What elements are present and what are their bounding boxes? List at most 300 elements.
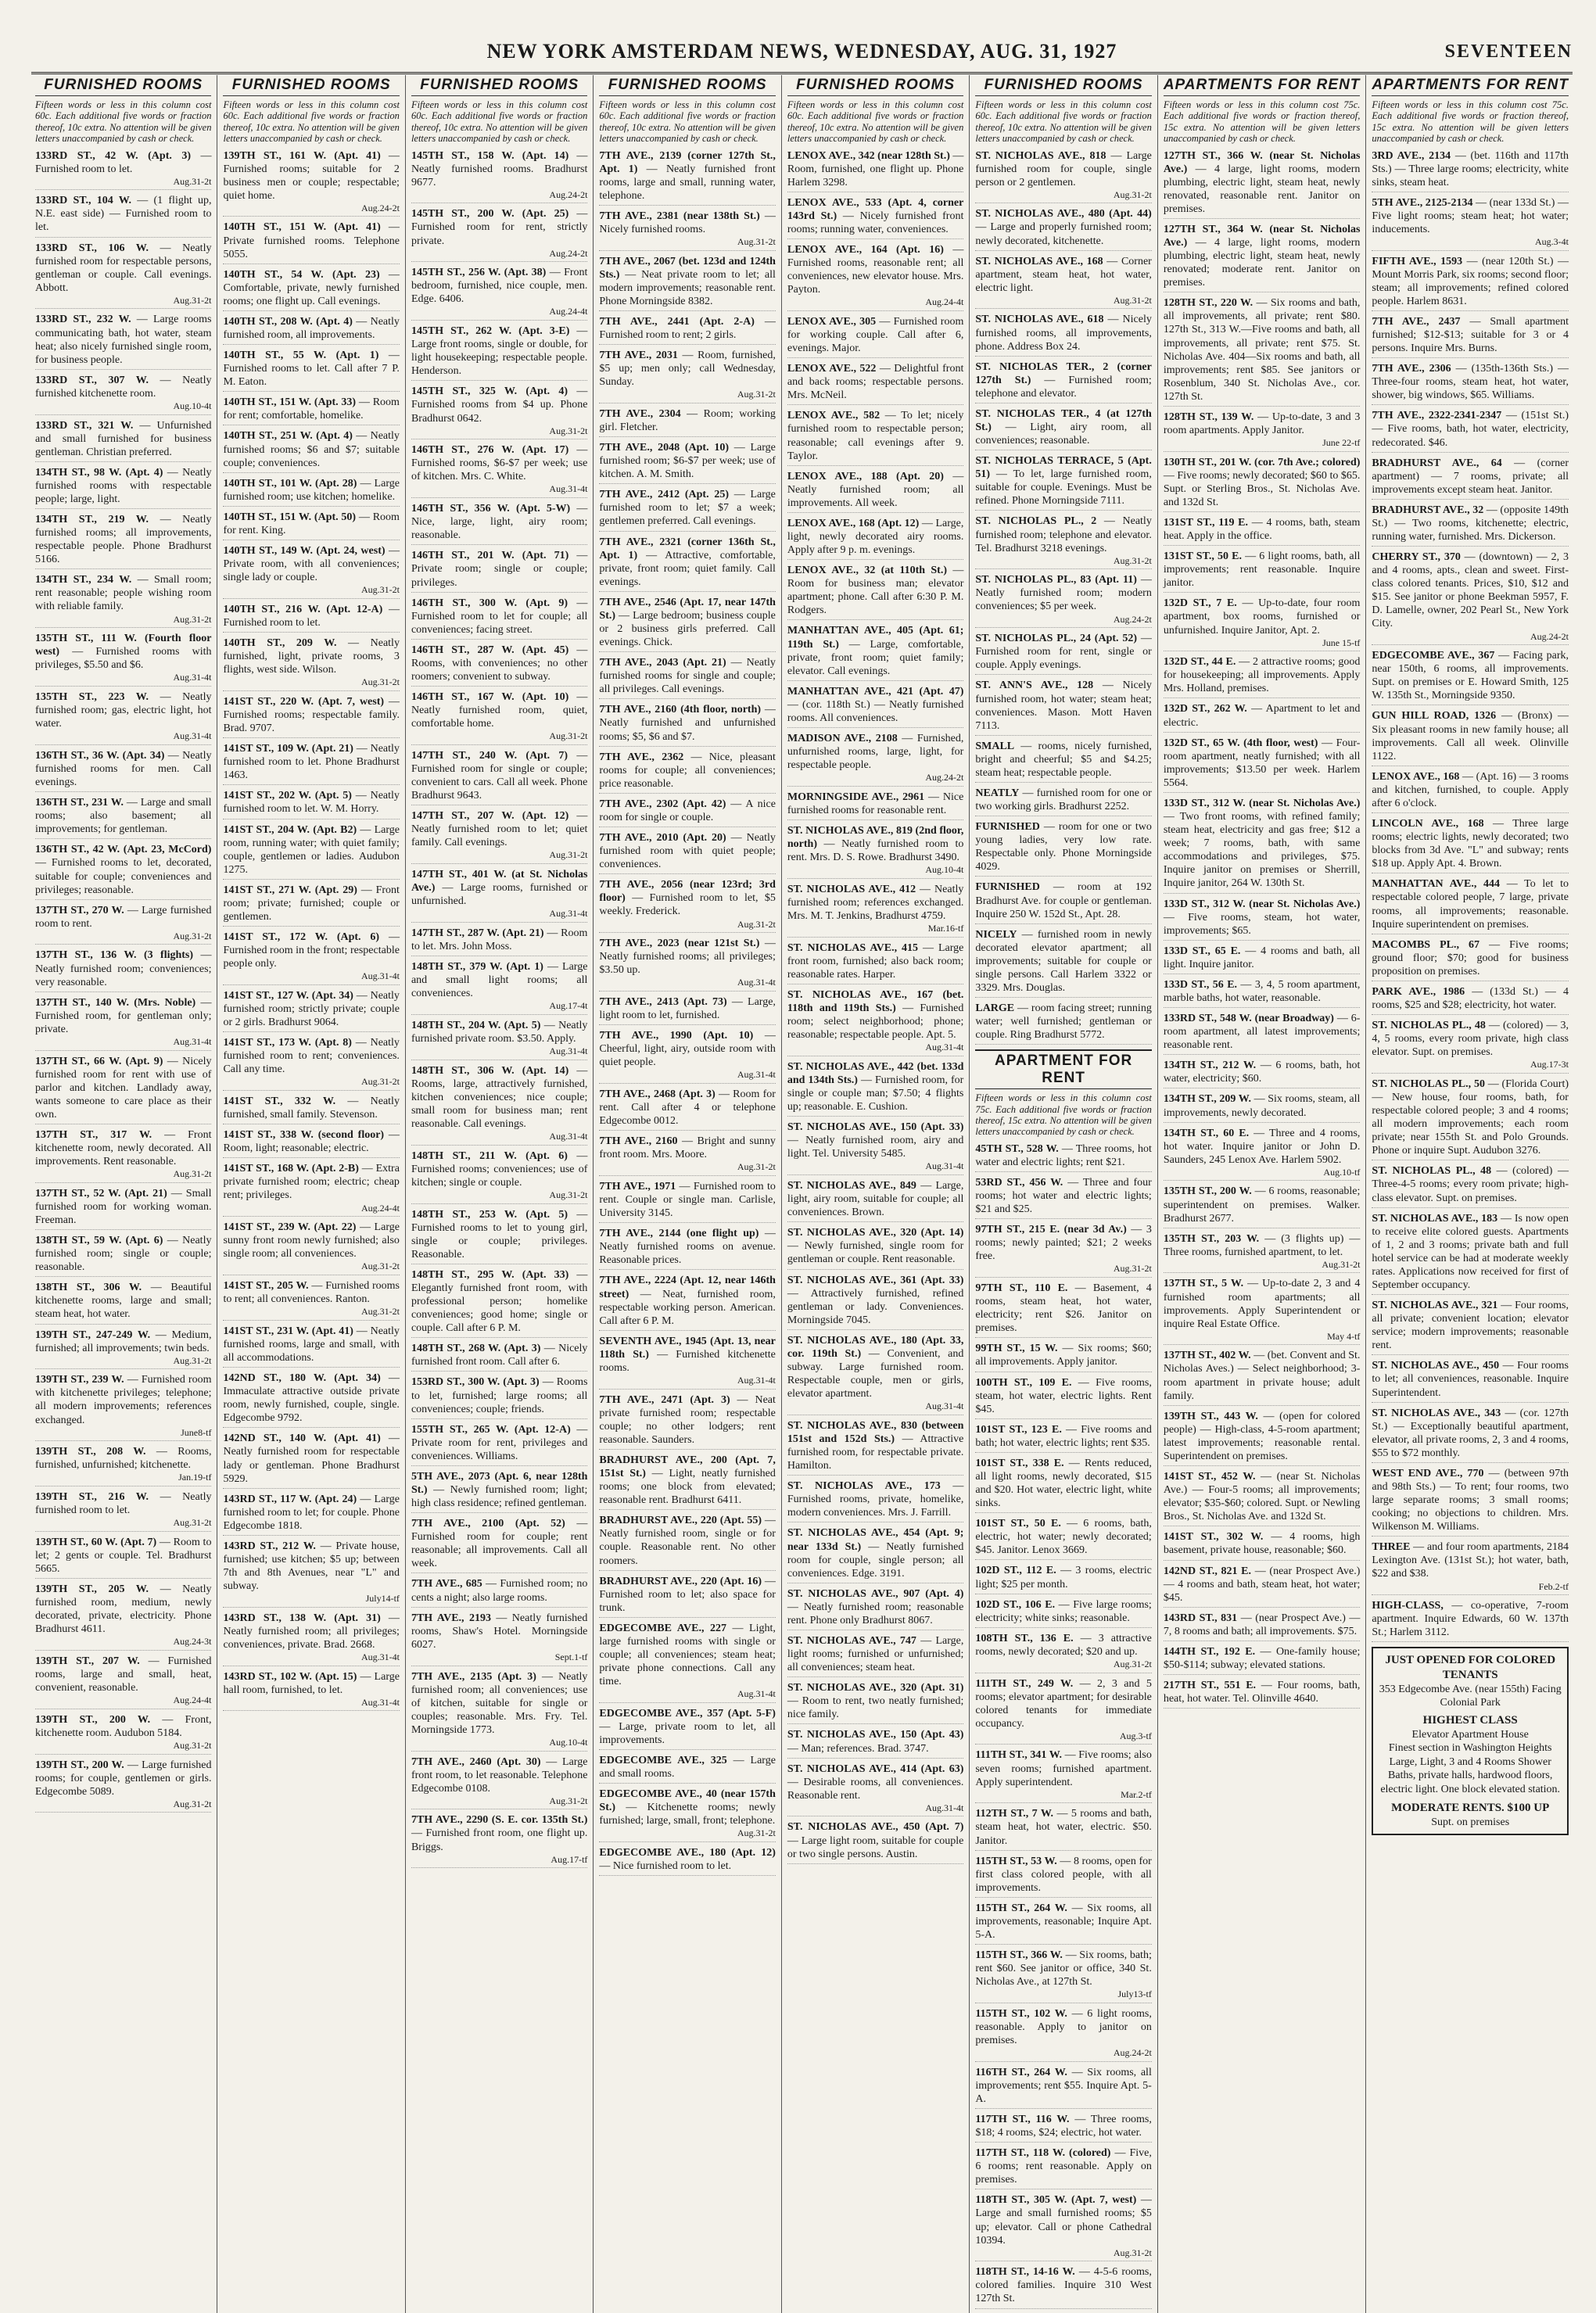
ad-text: Furnished room for working couple. Call after 6, evenings. Major. <box>787 315 964 355</box>
ad-address: BRADHURST AVE., 64 <box>1372 457 1502 469</box>
ad-text: Furnished rooms, $6-$7 per week; use of kitchen. Mrs. C. White. <box>411 457 588 483</box>
column-7 <box>1158 75 1367 2313</box>
classified-ad: 7TH AVE., 2031 — Room, furnished, $5 up; men only; call Wednesday, Sunday. Aug.31-2t <box>599 349 775 403</box>
ad-address: 101ST ST., 338 E. <box>975 1457 1064 1469</box>
classified-ad: 133RD ST., 42 W. (Apt. 3) — Furnished room to let. Aug.31-2t <box>35 149 211 191</box>
classified-ad: 7TH AVE., 1990 (Apt. 10) — Cheerful, light, airy, outside room with quiet people. Aug.31-4t <box>599 1029 775 1084</box>
classified-ad: LINCOLN AVE., 168 — Three large rooms; electric lights, newly decorated; two blocks from 3d Ave. "L" and subway; rents $18 up. Apply Apt. 4. Brown. <box>1372 817 1569 873</box>
ad-address: 141ST ST., 204 W. (Apt. B2) <box>223 823 357 836</box>
ad-text: 6 rooms, reasonable; superintendent on premises. Walker. Bradhurst 2677. <box>1163 1185 1361 1225</box>
ad-text: Nicely furnished rooms. <box>599 223 706 235</box>
ad-text: (opposite 149th St.) — Two rooms, kitchenette; electric, running water, furnished. Mrs. Dickerson. <box>1372 504 1569 543</box>
classified-ad: 134TH ST., 98 W. (Apt. 4) — Neatly furnished rooms with respectable people; large, light. <box>35 466 211 509</box>
ad-address: ST. NICHOLAS AVE., 454 (Apt. 9; near 133d St.) <box>787 1527 964 1553</box>
classified-ad: ST. NICHOLAS AVE., 450 (Apt. 7) — Large light room, suitable for couple or two single persons. Austin. <box>787 1820 963 1863</box>
ad-address: 116TH ST., 264 W. <box>975 2066 1067 2078</box>
ad-run-date: Aug.24-3t <box>173 1636 212 1648</box>
ad-address: 145TH ST., 200 W. (Apt. 25) <box>411 208 569 221</box>
classified-ad: 7TH AVE., 2302 (Apt. 42) — A nice room for single or couple. <box>599 798 775 827</box>
ad-address: SEVENTH AVE., 1945 (Apt. 13, near 118th St.) <box>599 1335 776 1361</box>
ad-address: 7TH AVE., 2010 (Apt. 20) <box>599 832 726 845</box>
ad-address: 7TH AVE., 2031 <box>599 350 678 362</box>
ad-run-date: Sept.1-tf <box>554 1651 588 1662</box>
ad-address: 141ST ST., 452 W. <box>1163 1471 1256 1483</box>
classified-ad: ST. NICHOLAS AVE., 747 — Large, light rooms; furnished or unfurnished; all conveniences; steam heat. <box>787 1634 963 1677</box>
ad-text: Attractive, comfortable, private, front room; quiet family. Call evenings. <box>599 549 776 588</box>
classified-ad: 141ST ST., 220 W. (Apt. 7, west) — Furnished rooms; respectable family. Brad. 9707. <box>223 695 399 738</box>
ad-text: Furnished rooms; suitable for 2 business men or couple; respectable; quiet home. <box>223 163 400 202</box>
classified-ad: 140TH ST., 151 W. (Apt. 41) — Private furnished rooms. Telephone 5055. <box>223 221 399 264</box>
ad-text: Neatly furnished rooms for men. Call evenings. <box>35 749 212 789</box>
ad-address: LENOX AVE., 582 <box>787 410 880 422</box>
ad-address: ST. NICHOLAS AVE., 320 (Apt. 14) <box>787 1227 964 1239</box>
ad-text: Neatly furnished room for respectable lady or gentleman. Phone Bradhurst 5929. <box>223 1446 400 1485</box>
classified-ad: MADISON AVE., 2108 — Furnished, unfurnished rooms, large, light, for respectable people. Aug.24-2t <box>787 732 963 787</box>
ad-address: ST. NICHOLAS PL., 2 <box>975 515 1097 528</box>
ad-address: 133D ST., 312 W. (near St. Nicholas Ave.) <box>1163 797 1361 809</box>
ad-address: EDGECOMBE AVE., 367 <box>1372 650 1495 662</box>
ad-address: 7TH AVE., 2193 <box>411 1612 491 1624</box>
ad-text: Private room for rent, privileges and conveniences. Williams. <box>411 1436 588 1462</box>
ad-run-date: Aug.31-2t <box>1113 2247 1152 2258</box>
ad-run-date: Aug.31-2t <box>737 235 776 247</box>
classified-ad: 7TH AVE., 2471 (Apt. 3) — Neat private furnished room; respectable couple; no other lodgers; rent reasonable. Saunders. <box>599 1393 775 1450</box>
ad-address: 140TH ST., 101 W. (Apt. 28) <box>223 477 357 489</box>
ad-run-date: Aug.31-2t <box>360 676 400 688</box>
classified-ad: 135TH ST., 200 W. — 6 rooms, reasonable; superintendent on premises. Walker. Bradhurst 2677. <box>1164 1185 1361 1228</box>
ad-address: 136TH ST., 42 W. (Apt. 23, McCord) <box>35 844 212 856</box>
ad-text: Furnished room for rent, strictly private. <box>411 221 588 247</box>
rate-notice: Fifteen words or less in this column cost 75c. Each additional five words or fraction thereof, 15c extra. No attention will be given letters unaccompanied by cash or check. <box>1163 99 1361 145</box>
classified-ad: 127TH ST., 364 W. (near St. Nicholas Ave.) — 4 large, light rooms, modern plumbing, electric light, steam heat, newly renovated; moderate rent. Janitor on premises. <box>1164 223 1361 292</box>
ad-address: FURNISHED <box>975 821 1040 834</box>
classified-ad: 146TH ST., 356 W. (Apt. 5-W) — Nice, large, light, airy room; reasonable. <box>411 502 587 545</box>
classified-ad: 143RD ST., 212 W. — Private house, furnished; use kitchen; $5 up; between 7th and 8th Avenues, near "L" and subway. July14-tf <box>223 1540 399 1608</box>
ad-text: (bet. Convent and St. Nicholas Aves.) — Select neighborhood; 3-room apartment in private house; adult family. <box>1163 1350 1361 1402</box>
ad-address: 137TH ST., 402 W. <box>1163 1350 1251 1362</box>
ad-address: EDGECOMBE AVE., 357 (Apt. 5-F) <box>599 1707 776 1720</box>
ad-text: Large front room, to let reasonable. Telephone Edgecombe 0108. <box>411 1755 588 1795</box>
classified-ad: ST. NICHOLAS AVE., 321 — Four rooms, all private; convenient location; elevator service; modern improvements; reasonable rent. <box>1372 1299 1569 1355</box>
classified-ad: 7TH AVE., 2023 (near 121st St.) — Neatly furnished rooms; all privileges; $3.50 up. Aug.31-4t <box>599 937 775 992</box>
classified-ad: 5TH AVE., 2073 (Apt. 6, near 128th St.) — Newly furnished room; light; high class residence; refined gentleman. <box>411 1470 587 1513</box>
ad-address: 145TH ST., 256 W. (Apt. 38) <box>411 267 547 279</box>
classified-ad: ST. NICHOLAS PL., 2 — Neatly furnished room; telephone and elevator. Tel. Bradhurst 3218 evenings. Aug.31-2t <box>975 515 1151 569</box>
rate-notice: Fifteen words or less in this column cost 60c. Each additional five words or fraction thereof, 10c extra. No attention will be given letters unaccompanied by cash or check. <box>411 99 588 145</box>
ad-run-date: Aug.17-tf <box>551 1853 588 1865</box>
ad-address: ST. NICHOLAS TER., 4 (at 127th St.) <box>975 407 1152 433</box>
ad-text: Furnished room to let, $5 weekly. Frederick. <box>599 892 776 918</box>
classified-ad: 45TH ST., 528 W. — Three rooms, hot water and electric lights; rent $21. <box>975 1142 1151 1172</box>
ad-text: Large, light room to let, furnished. <box>599 995 776 1022</box>
classified-ad: 136TH ST., 42 W. (Apt. 23, McCord) — Furnished rooms to let, decorated, suitable for couple; conveniences and privileges; reasonable. <box>35 843 211 899</box>
ad-address: 135TH ST., 111 W. (Fourth floor west) <box>35 633 212 658</box>
ad-text: Large room, running water; with quiet family; couple, gentlemen or ladies. Audubon 1275. <box>223 823 400 876</box>
classified-ad: EDGECOMBE AVE., 227 — Light, large furnished rooms with single or couple; all conveniences; steam heat; private phone connections. Call any time. Aug.31-4t <box>599 1622 775 1703</box>
ad-text: (Florida Court) — New house, four rooms, bath, for respectable colored people; 3 and 4 rooms; all modern improvements; each room private; near 155th St. and Polo Grounds. Phone or inquire Supt. Audubon 3276. <box>1372 1078 1569 1157</box>
ad-address: 147TH ST., 207 W. (Apt. 12) <box>411 810 569 823</box>
classified-ad: 7TH AVE., 2304 — Room; working girl. Fletcher. <box>599 407 775 437</box>
ad-run-date: Aug.31-4t <box>360 970 400 982</box>
classified-ad: 7TH AVE., 2160 (4th floor, north) — Neatly furnished and unfurnished rooms; $5, $6 and $7. <box>599 703 775 746</box>
classified-ad: 141ST ST., 338 W. (second floor) — Room, light; reasonable; electric. <box>223 1128 399 1158</box>
ad-text: Five rooms; newly decorated; $60 to $65. Supt. or Sterling Bros., St. Nicholas Ave. and 132d St. <box>1163 469 1361 508</box>
classified-ad: 115TH ST., 53 W. — 8 rooms, open for first class colored people, with all improvements. <box>975 1855 1151 1898</box>
classified-ad: 7TH AVE., 2381 (near 138th St.) — Nicely furnished rooms. Aug.31-2t <box>599 210 775 251</box>
ad-address: ST. NICHOLAS AVE., 412 <box>787 883 916 895</box>
ad-address: LARGE <box>975 1002 1015 1015</box>
ad-address: 140TH ST., 208 W. (Apt. 4) <box>223 315 353 328</box>
classified-ad: 141ST ST., 302 W. — 4 rooms, high basement, private house, reasonable; $60. <box>1164 1530 1361 1560</box>
classified-ad: 116TH ST., 264 W. — Six rooms, all improvements; rent $55. Inquire Apt. 5-A. <box>975 2066 1151 2109</box>
ad-text: 6 light rooms, reasonable. Apply to janitor on premises. <box>975 2007 1152 2047</box>
ad-text: Furnished room with kitchenette privileges; telephone; all modern improvements; references exchanged. <box>35 1374 212 1426</box>
ad-text: 4-5-6 rooms, colored families. Inquire 310 West 127th St. <box>975 2266 1152 2305</box>
classified-ad: 139TH ST., 239 W. — Furnished room with kitchenette privileges; telephone; all modern improvements; references exchanged. June8-tf <box>35 1373 211 1441</box>
classified-ad: 140TH ST., 54 W. (Apt. 23) — Comfortable, private, newly furnished rooms; one flight up. Call evenings. <box>223 268 399 311</box>
classified-ad: ST. NICHOLAS PL., 24 (Apt. 52) — Furnished room for rent, single or couple. Apply evenings. <box>975 632 1151 675</box>
ad-text: Neatly furnished room; all conveniences; use of kitchen, suitable for single or couples; reasonable. Mrs. Fry. Tel. Morningside 1773. <box>411 1670 588 1736</box>
ad-address: 137TH ST., 5 W. <box>1163 1278 1244 1290</box>
classified-ad: 137TH ST., 270 W. — Large furnished room to rent. Aug.31-2t <box>35 904 211 945</box>
classified-ad: 133RD ST., 232 W. — Large rooms communicating bath, hot water, steam heat; also nicely furnished single room, for business people. <box>35 313 211 369</box>
ad-run-date: Aug.31-2t <box>549 1795 588 1806</box>
classified-ad: 7TH AVE., 2160 — Bright and sunny front room. Mrs. Moore. Aug.31-2t <box>599 1135 775 1176</box>
ad-address: 147TH ST., 240 W. (Apt. 7) <box>411 749 568 762</box>
ad-run-date: May 4-tf <box>1327 1330 1361 1342</box>
classified-ad: 138TH ST., 59 W. (Apt. 6) — Neatly furnished room; single or couple; reasonable. <box>35 1234 211 1277</box>
classified-ad: EDGECOMBE AVE., 367 — Facing park, near 150th, 6 rooms, all improvements. Supt. on premises or E. Howard Smith, 125 W. 135th St., Morningside 9350. <box>1372 649 1569 705</box>
ad-text: Newly furnished, single room for gentleman or couple. Rent reasonable. <box>787 1240 964 1266</box>
ad-text: 6 rooms, bath, hot water, electricity; $60. <box>1163 1060 1361 1085</box>
ad-address: 133RD ST., 104 W. <box>35 195 131 207</box>
ad-address: 108TH ST., 136 E. <box>975 1632 1074 1644</box>
classified-ad: 132D ST., 7 E. — Up-to-date, four room apartment, box rooms, furnished or unfurnished. Inquire Janitor, Apt. 2. June 15-tf <box>1164 597 1361 651</box>
classified-ad: 139TH ST., 161 W. (Apt. 41) — Furnished rooms; suitable for 2 business men or couple; respectable; quiet home. Aug.24-2t <box>223 149 399 217</box>
ad-text: Neatly furnished rooms; all privileges; $3.50 up. <box>599 951 776 977</box>
ad-address: 141ST ST., 168 W. (Apt. 2-B) <box>223 1163 359 1175</box>
ad-text: 6-room apartment, all latest improvements; reasonable rent. <box>1163 1013 1361 1052</box>
notice-line5: Finest section in Washington Heights <box>1388 1742 1552 1755</box>
classified-ad: 111TH ST., 249 W. — 2, 3 and 5 rooms; elevator apartment; for desirable colored tenants for immediate occupancy. Aug.3-tf <box>975 1677 1151 1745</box>
ad-address: 134TH ST., 212 W. <box>1163 1060 1257 1072</box>
classified-ad: 139TH ST., 443 W. — (open for colored people) — High-class, 4-5-room apartment; latest improvements; reasonable rental. Superintendent on premises. <box>1164 1410 1361 1466</box>
ad-address: NICELY <box>975 928 1017 941</box>
notice-line6: Large, Light, 3 and 4 Rooms Shower Baths, private halls, hardwood floors, electric light. One block elevated station. <box>1380 1755 1561 1795</box>
ad-address: 128TH ST., 139 W. <box>1163 411 1254 423</box>
ad-text: To let to respectable colored people, 7 large, private rooms, all improvements; reasonable. Inquire superintendent on premises. <box>1372 878 1569 931</box>
classified-ad: 118TH ST., 305 W. (Apt. 7, west) — Large and small furnished rooms; $5 up; elevator. Call or phone Cathedral 10394. Aug.31-2t <box>975 2193 1151 2261</box>
ad-run-date: Aug.31-2t <box>1113 1263 1152 1275</box>
ad-address: 146TH ST., 167 W. (Apt. 10) <box>411 691 569 704</box>
ad-text: 6 rooms, bath, electric, hot water; newly decorated; $45. Janitor. Lenox 3669. <box>975 1518 1152 1557</box>
ad-run-date: Aug.31-2t <box>360 1306 400 1318</box>
ad-address: 7TH AVE., 1990 (Apt. 10) <box>599 1030 754 1042</box>
classified-ad: 153RD ST., 300 W. (Apt. 3) — Rooms to let, furnished; large rooms; all conveniences; couple; friends. <box>411 1375 587 1418</box>
classified-ad: 7TH AVE., 2048 (Apt. 10) — Large furnished room; $6-$7 per week; use of kitchen. A. M. Smith. <box>599 441 775 484</box>
ad-text: Rents reduced, all light rooms, newly decorated, $15 and $20. Hot water, electric light, white sinks. <box>975 1457 1152 1510</box>
ad-text: Rooms, furnished, unfurnished; kitchenette. <box>35 1446 212 1472</box>
ad-text: (near Prospect Ave.) — 7, 8 rooms and bath; all improvements. $75. <box>1163 1612 1361 1637</box>
ad-text: Rooms, with conveniences; no other roomers; convenient to subway. <box>411 657 588 683</box>
ad-address: 146TH ST., 356 W. (Apt. 5-W) <box>411 503 571 515</box>
classified-ad: 142ND ST., 180 W. (Apt. 34) — Immaculate attractive outside private room, newly furnished, couple, single. Edgecombe 9792. <box>223 1372 399 1428</box>
rate-notice: Fifteen words or less in this column cost 60c. Each additional five words or fraction thereof, 10c extra. No attention will be given letters unaccompanied by cash or check. <box>223 99 400 145</box>
ad-address: 115TH ST., 264 W. <box>975 1902 1067 1914</box>
ad-text: Man; references. Brad. 3747. <box>801 1742 929 1755</box>
ad-text: Private room, with all conveniences; single lady or couple. <box>223 558 400 584</box>
ad-address: 132D ST., 7 E. <box>1163 597 1237 610</box>
classified-ad: 142ND ST., 140 W. (Apt. 41) — Neatly furnished room for respectable lady or gentleman. Phone Bradhurst 5929. <box>223 1432 399 1488</box>
ad-address: 7TH AVE., 2043 (Apt. 21) <box>599 657 726 669</box>
ad-run-date: June 15-tf <box>1322 637 1361 648</box>
classified-ad: ST. NICHOLAS TERRACE, 5 (Apt. 51) — To let, large furnished room, suitable for couple. Evenings. Must be refined. Phone Morningside 7111. <box>975 454 1151 511</box>
ad-address: 111TH ST., 341 W. <box>975 1749 1062 1762</box>
classified-ad: 142ND ST., 821 E. — (near Prospect Ave.) — 4 rooms and bath, steam heat, hot water; $45. <box>1164 1565 1361 1608</box>
ad-run-date: Aug.24-2t <box>1113 2047 1152 2059</box>
ad-address: 141ST ST., 338 W. (second floor) <box>223 1129 385 1142</box>
column-heading: APARTMENTS FOR RENT <box>1372 77 1569 96</box>
ad-address: 7TH AVE., 2302 (Apt. 42) <box>599 798 726 810</box>
ad-text: Furnished room to let. <box>35 163 133 175</box>
ad-run-date: Aug.31-2t <box>549 849 588 861</box>
ad-text: Front room; private; furnished; couple or gentlemen. <box>223 884 400 923</box>
ad-run-date: Aug.31-4t <box>737 1688 776 1700</box>
classified-ad: 140TH ST., 208 W. (Apt. 4) — Neatly furnished room, all improvements. <box>223 315 399 345</box>
ad-text: Furnished rooms to let to young girl, single or couple; privileges. Reasonable. <box>411 1221 588 1260</box>
classified-ad: 145TH ST., 158 W. (Apt. 14) — Neatly furnished rooms. Bradhurst 9677. Aug.24-2t <box>411 149 587 204</box>
ad-address: 127TH ST., 364 W. (near St. Nicholas Ave.) <box>1163 223 1361 249</box>
ad-address: 141ST ST., 231 W. (Apt. 41) <box>223 1325 353 1337</box>
classified-ad: 138TH ST., 306 W. — Beautiful kitchenette rooms, large and small; steam heat, hot water. <box>35 1281 211 1324</box>
classified-ad: ST. NICHOLAS PL., 48 — (colored) — Three-4-5 rooms; every room private; high-class elevator. Supt. on premises. <box>1372 1164 1569 1207</box>
column-heading: FURNISHED ROOMS <box>411 77 587 96</box>
ad-address: 141ST ST., 172 W. (Apt. 6) <box>223 931 380 944</box>
ad-address: 148TH ST., 253 W. (Apt. 5) <box>411 1208 568 1221</box>
notice-line2: 353 Edgecombe Ave. (near 155th) Facing Colonial Park <box>1379 1683 1562 1709</box>
ad-address: 139TH ST., 205 W. <box>35 1583 149 1596</box>
ad-address: 7TH AVE., 2413 (Apt. 73) <box>599 995 727 1008</box>
ad-run-date: Aug.24-4t <box>549 306 588 317</box>
ad-address: ST. NICHOLAS AVE., 320 (Apt. 31) <box>787 1682 964 1694</box>
ad-address: ST. NICHOLAS AVE., 150 (Apt. 43) <box>787 1729 964 1741</box>
ad-text: Neatly furnished kitchenette room. <box>35 374 212 400</box>
classified-ad: 148TH ST., 204 W. (Apt. 5) — Neatly furnished private room. $3.50. Apply. Aug.31-4t <box>411 1019 587 1060</box>
ad-text: Beautiful kitchenette rooms, large and small; steam heat, hot water. <box>35 1282 212 1321</box>
ad-address: 7TH AVE., 2468 (Apt. 3) <box>599 1088 716 1100</box>
ad-run-date: Aug.3-tf <box>1119 1730 1152 1741</box>
ad-address: LENOX AVE., 342 (near 128th St.) <box>787 149 950 162</box>
classified-ad: 7TH AVE., 2362 — Nice, pleasant rooms for couple; all conveniences; price reasonable. <box>599 751 775 794</box>
rate-notice: Fifteen words or less in this column cost 75c. Each additional five words or fraction thereof, 15c extra. No attention will be given letters unaccompanied by cash or check. <box>975 1092 1152 1138</box>
ad-address: ST. NICHOLAS AVE., 818 <box>975 149 1106 162</box>
ad-text: Unfurnished and small furnished for business gentleman. Christian preferred. <box>35 419 212 458</box>
ad-address: 137TH ST., 52 W. (Apt. 21) <box>35 1187 167 1200</box>
classified-ad: 140TH ST., 209 W. — Neatly furnished, light, private rooms, 3 flights, west side. Wilson. Aug.31-2t <box>223 637 399 691</box>
ad-address: 7TH AVE., 2306 <box>1372 363 1451 375</box>
classified-ad: 140TH ST., 151 W. (Apt. 50) — Room for rent. King. <box>223 511 399 540</box>
ad-text: Neatly furnished private room. $3.50. Apply. <box>411 1019 588 1045</box>
ad-text: Neatly furnished, light, private rooms, 3 flights, west side. Wilson. <box>223 637 400 676</box>
classified-ad: FURNISHED — room at 192 Bradhurst Ave. for couple or gentleman. Inquire 250 W. 152d St., Apt. 28. <box>975 880 1151 923</box>
section-heading: APARTMENT FOR RENT <box>975 1049 1151 1089</box>
ad-text: Front, kitchenette room. Audubon 5184. <box>35 1713 212 1739</box>
ad-text: Small room; rent reasonable; people wishing room with reliable family. <box>35 574 212 613</box>
ad-address: BRADHURST AVE., 220 (Apt. 16) <box>599 1575 762 1587</box>
ad-text: Large and properly furnished room; newly decorated, kitchenette. <box>975 221 1152 247</box>
ad-run-date: Aug.31-2t <box>1113 294 1152 306</box>
column-4 <box>594 75 781 2313</box>
ad-address: 140TH ST., 151 W. (Apt. 41) <box>223 221 381 234</box>
classified-ad: 108TH ST., 136 E. — 3 attractive rooms, newly decorated; $20 and up. Aug.31-2t <box>975 1632 1151 1673</box>
classified-ad: 144TH ST., 192 E. — One-family house; $50-$114; subway; elevated stations. <box>1164 1645 1361 1675</box>
ad-address: BRADHURST AVE., 32 <box>1372 504 1484 516</box>
ad-address: 139TH ST., 60 W. (Apt. 7) <box>35 1536 157 1548</box>
ad-address: SMALL <box>975 740 1015 752</box>
classified-ad: 101ST ST., 123 E. — Five rooms and bath; hot water, electric lights; rent $35. <box>975 1423 1151 1453</box>
ad-text: (colored) — 3, 4, 5 rooms, every room private, high class elevator. Supt. on premises. <box>1372 1020 1569 1059</box>
ad-run-date: Aug.24-2t <box>549 247 588 259</box>
ad-run-date: Aug.31-4t <box>360 1651 400 1663</box>
classified-ad: 132D ST., 65 W. (4th floor, west) — Four-room apartment, neatly furnished; with all improvements; $13.50 per week. Harlem 5564. <box>1164 737 1361 793</box>
ad-text: Light, neatly furnished rooms; one block from elevated; reasonable rent. Bradhurst 6411. <box>599 1468 776 1507</box>
classified-ad: NICELY — furnished room in newly decorated elevator apartment; all improvements; suitable for couple or single persons. Call Harlem 3322 or 3329. Mrs. Douglas. <box>975 928 1151 998</box>
ad-address: 143RD ST., 831 <box>1163 1612 1238 1624</box>
ad-address: 5TH AVE., 2073 (Apt. 6, near 128th St.) <box>411 1470 588 1497</box>
ad-address: ST. NICHOLAS AVE., 173 <box>787 1480 941 1493</box>
ad-address: 7TH AVE., 2304 <box>599 407 681 420</box>
ad-run-date: Aug.10-4t <box>173 400 212 411</box>
ad-address: ST. NICHOLAS TERRACE, 5 (Apt. 51) <box>975 455 1152 481</box>
classified-ad: 145TH ST., 325 W. (Apt. 4) — Furnished rooms from $4 up. Phone Bradhurst 0642. Aug.31-2t <box>411 385 587 439</box>
ad-address: 139TH ST., 208 W. <box>35 1446 146 1458</box>
ad-text: Three large rooms; electric lights, newly decorated; two blocks from 3d Ave. "L" and subway; rents $18 up. Apply Apt. 4. Brown. <box>1372 818 1569 870</box>
masthead <box>31 31 1573 74</box>
page-number: SEVENTEEN <box>1444 41 1573 62</box>
classified-ad: 135TH ST., 203 W. — (3 flights up) — Three rooms, furnished apartment, to let. Aug.31-2t <box>1164 1232 1361 1274</box>
ad-text: 4 rooms and bath, all light. Inquire janitor. <box>1163 945 1361 970</box>
ad-text: 6 light rooms, bath, all improvements; rent reasonable. Inquire janitor. <box>1163 550 1361 590</box>
ad-text: Furnished rooms to rent; all conveniences. Ranton. <box>223 1280 400 1306</box>
classified-ad: LENOX AVE., 164 (Apt. 16) — Furnished rooms, reasonable rent; all conveniences, new elevator house. Mrs. Payton. Aug.24-4t <box>787 243 963 311</box>
classified-ad: MANHATTAN AVE., 444 — To let to respectable colored people, 7 large, private rooms, all improvements; reasonable. Inquire superintendent on premises. <box>1372 877 1569 934</box>
ad-address: 133RD ST., 232 W. <box>35 314 131 326</box>
classified-ad: 7TH AVE., 2100 (Apt. 52) — Furnished room for couple; rent reasonable; all improvements. Call all week. <box>411 1517 587 1573</box>
ad-text: Neatly furnished rooms, large and small, with all accommodations. <box>223 1325 400 1364</box>
ad-text: Neatly furnished room to let. Phone Bradhurst 1463. <box>223 743 400 782</box>
classified-ad: ST. NICHOLAS AVE., 849 — Large, light, airy room, suitable for couple; all conveniences. Brown. <box>787 1179 963 1222</box>
ad-text: Neat private furnished room; respectable couple; no other lodgers; rent reasonable. Saunders. <box>599 1393 776 1446</box>
ad-address: 142ND ST., 180 W. (Apt. 34) <box>223 1372 381 1385</box>
ad-address: 146TH ST., 201 W. (Apt. 71) <box>411 550 569 562</box>
ad-text: Five rooms; also seven rooms; furnished apartment. Apply superintendent. <box>975 1749 1152 1788</box>
ad-address: ST. NICHOLAS AVE., 150 (Apt. 33) <box>787 1121 964 1134</box>
notice-line4: Elevator Apartment House <box>1411 1728 1529 1741</box>
ad-text: Private room; single or couple; privileges. <box>411 563 588 589</box>
classified-ad: 137TH ST., 66 W. (Apt. 9) — Nicely furnished room for rent with use of parlor and kitchen. Landlady away, wants someone to care place as their own. <box>35 1055 211 1124</box>
classified-ad: 143RD ST., 117 W. (Apt. 24) — Large furnished room to let; for couple. Phone Edgecombe 1818. <box>223 1493 399 1536</box>
ad-text: Neatly furnished room with quiet people; conveniences. <box>599 832 776 871</box>
classified-ad: 139TH ST., 60 W. (Apt. 7) — Room to let; 2 gents or couple. Tel. Bradhurst 5665. <box>35 1536 211 1579</box>
ad-address: 7TH AVE., 2139 (corner 127th St., Apt. 1) <box>599 149 776 175</box>
ad-address: 97TH ST., 215 E. (near 3d Av.) <box>975 1224 1127 1236</box>
ad-run-date: Aug.24-2t <box>360 202 400 213</box>
ad-address: 127TH ST., 366 W. (near St. Nicholas Ave.) <box>1163 149 1361 175</box>
ad-address: 117TH ST., 118 W. (colored) <box>975 2147 1111 2160</box>
notice-line1: JUST OPENED FOR COLORED TENANTS <box>1385 1654 1556 1682</box>
column-3 <box>406 75 594 2313</box>
ad-address: 7TH AVE., 2290 (S. E. cor. 135th St.) <box>411 1814 588 1827</box>
ad-text: Neatly furnished room; telephone and elevator. Tel. Bradhurst 3218 evenings. <box>975 515 1152 554</box>
ad-run-date: Aug.31-2t <box>173 1739 212 1751</box>
classified-ad: 141ST ST., 332 W. — Neatly furnished, small family. Stevenson. <box>223 1095 399 1124</box>
ad-address: 5TH AVE., 2125-2134 <box>1372 196 1473 209</box>
ad-text: Five, 6 rooms; rent reasonable. Apply on premises. <box>975 2147 1152 2186</box>
classified-ad: 134TH ST., 209 W. — Six rooms, steam, all improvements, newly decorated. <box>1164 1092 1361 1122</box>
ad-address: 7TH AVE., 2067 (bet. 123d and 124th Sts.) <box>599 255 776 281</box>
ad-text: Room for business man; elevator apartment; phone. Call after 6:30 P. M. Rodgers. <box>787 578 964 617</box>
classified-ad: ST. NICHOLAS AVE., 150 (Apt. 43) — Man; references. Brad. 3747. <box>787 1728 963 1758</box>
ad-text: Furnished rooms; respectable family. Brad. 9707. <box>223 708 400 735</box>
ad-address: 131ST ST., 50 E. <box>1163 550 1242 563</box>
ad-address: 217TH ST., 551 E. <box>1163 1680 1257 1692</box>
ad-address: 3RD AVE., 2134 <box>1372 149 1451 162</box>
classified-ad: ST. NICHOLAS AVE., 183 — Is now open to receive elite colored guests. Apartments of 1, 2 and 3 rooms; private bath and full hotel service can be had at moderate weekly rates. Applications now received for first of September occupancy. <box>1372 1212 1569 1295</box>
ad-text: room at 192 Bradhurst Ave. for couple or gentleman. Inquire 250 W. 152d St., Apt. 28. <box>975 881 1152 920</box>
classified-ad: 137TH ST., 5 W. — Up-to-date 2, 3 and 4 furnished room apartments; all improvements. Apply Superintendent or inquire Real Estate Office. May 4-tf <box>1164 1277 1361 1345</box>
notice-line3: HIGHEST CLASS <box>1422 1713 1518 1727</box>
notice-line7: MODERATE RENTS. $100 UP <box>1391 1802 1550 1815</box>
ad-address: 133RD ST., 307 W. <box>35 374 149 386</box>
ad-address: 132D ST., 65 W. (4th floor, west) <box>1163 737 1318 749</box>
ad-text: Four-room apartment, neatly furnished; with all improvements; $13.50 per week. Harlem 5564. <box>1163 737 1361 789</box>
ad-address: LENOX AVE., 305 <box>787 315 877 328</box>
classified-ad: 145TH ST., 256 W. (Apt. 38) — Front bedroom, furnished, nice couple, men. Edge. 6406. Aug.24-4t <box>411 266 587 321</box>
classified-ad: 133RD ST., 548 W. (near Broadway) — 6-room apartment, all latest improvements; reasonable rent. <box>1164 1012 1361 1055</box>
ad-text: Up-to-date 2, 3 and 4 furnished room apartments; all improvements. Apply Superintendent or inquire Real Estate Office. <box>1163 1278 1361 1330</box>
ad-text: 3 rooms, electric light; $25 per month. <box>975 1565 1152 1590</box>
classified-ad: 7TH AVE., 2144 (one flight up) — Neatly furnished rooms on avenue. Reasonable prices. <box>599 1227 775 1270</box>
ad-address: 102D ST., 106 E. <box>975 1598 1056 1611</box>
ad-text: (near 120th St.) — Mount Morris Park, six rooms; second floor; steam; all improvements; refined colored people. Harlem 8631. <box>1372 255 1569 307</box>
ad-address: 118TH ST., 14-16 W. <box>975 2266 1075 2279</box>
ad-address: 141ST ST., 271 W. (Apt. 29) <box>223 884 357 896</box>
ad-text: Furnished room to rent; 2 girls. <box>599 328 737 341</box>
classified-ad: 7TH AVE., 2412 (Apt. 25) — Large furnished room to let; $7 a week; gentlemen preferred. Call evenings. <box>599 488 775 531</box>
classified-ad: 128TH ST., 139 W. — Up-to-date, 3 and 3 room apartments. Apply Janitor. June 22-tf <box>1164 411 1361 452</box>
classified-ad: 146TH ST., 201 W. (Apt. 71) — Private room; single or couple; privileges. <box>411 549 587 592</box>
ad-text: Facing park, near 150th, 6 rooms, all improvements. Supt. on premises or E. Howard Smith, 125 W. 135th St., Morningside 9350. <box>1372 650 1569 702</box>
classified-ad: 146TH ST., 287 W. (Apt. 45) — Rooms, with conveniences; no other roomers; convenient to subway. <box>411 644 587 687</box>
classified-ad: 7TH AVE., 2043 (Apt. 21) — Neatly furnished rooms for single and couple; all privileges. Call evenings. <box>599 656 775 699</box>
classified-ad: 7TH AVE., 2135 (Apt. 3) — Neatly furnished room; all conveniences; use of kitchen, suitable for single or couples; reasonable. Mrs. Fry. Tel. Morningside 1773. Aug.10-4t <box>411 1670 587 1752</box>
classified-ad: 97TH ST., 215 E. (near 3d Av.) — 3 rooms; newly painted; $21; 2 weeks free. Aug.31-2t <box>975 1223 1151 1278</box>
classified-ad: THREE — and four room apartments, 2184 Lexington Ave. (131st St.); hot water, bath, $22 and $38. Feb.2-tf <box>1372 1540 1569 1595</box>
ad-text: Large front rooms, single or double, for light housekeeping; respectable people. Henderson. <box>411 339 588 378</box>
ad-text: Delightful front and back rooms; respectable persons. Mrs. McNeil. <box>787 363 964 402</box>
ad-address: 148TH ST., 379 W. (Apt. 1) <box>411 961 543 974</box>
ad-text: Attractive furnished room, for respectable private. Hamilton. <box>787 1433 964 1472</box>
ad-address: 133RD ST., 548 W. (near Broadway) <box>1163 1013 1334 1025</box>
ad-address: 7TH AVE., 2048 (Apt. 10) <box>599 442 729 454</box>
classified-ad: 148TH ST., 211 W. (Apt. 6) — Furnished rooms; conveniences; use of kitchen; single or couple. Aug.31-2t <box>411 1149 587 1204</box>
ad-text: Three and four rooms; hot water and electric lights; $21 and $25. <box>975 1176 1152 1216</box>
classified-ad: ST. ANN'S AVE., 128 — Nicely furnished room, hot water; steam heat; conveniences. Mason. Mott Haven 7113. <box>975 679 1151 735</box>
ad-run-date: Aug.31-2t <box>173 1517 212 1529</box>
ad-text: Four rooms to let; all conveniences, reasonable. Inquire Superintendent. <box>1372 1360 1569 1399</box>
classified-ad: ST. NICHOLAS AVE., 320 (Apt. 14) — Newly furnished, single room for gentleman or couple. Rent reasonable. <box>787 1226 963 1269</box>
classified-ad: 135TH ST., 111 W. (Fourth floor west) — Furnished rooms with privileges, $5.50 and $6. Aug.31-4t <box>35 632 211 687</box>
